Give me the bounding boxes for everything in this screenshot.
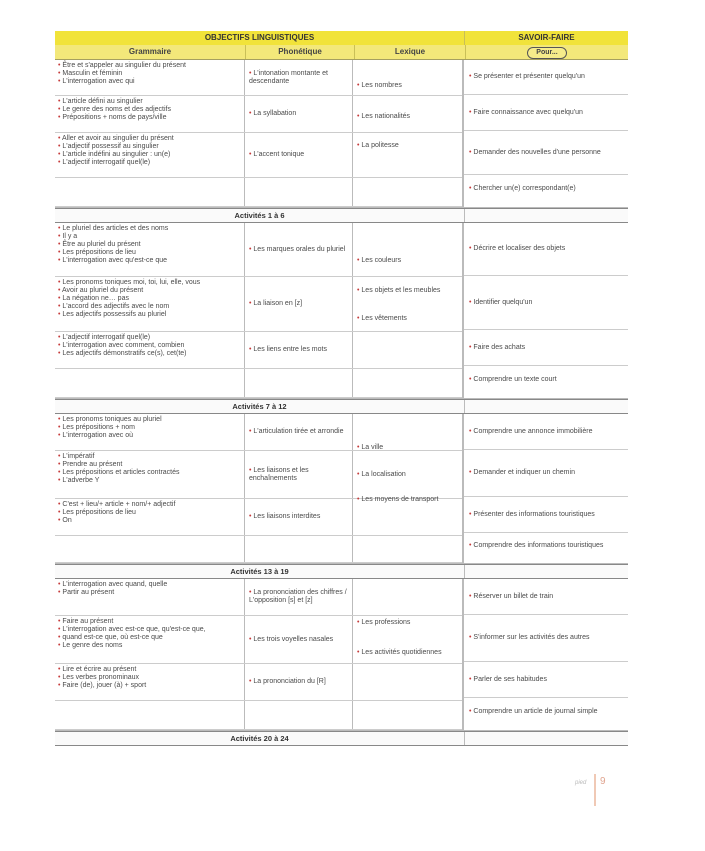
phonetique-item: • La syllabation xyxy=(249,110,296,118)
savoir-faire-column xyxy=(463,60,628,207)
lexique-item: • La politesse xyxy=(357,142,460,150)
savoir-faire-cell xyxy=(464,414,628,450)
grammaire-item: • Lire et écrire au présent xyxy=(58,666,241,674)
phonetique-cell xyxy=(245,616,353,663)
lexique-item: • Les vêtements xyxy=(357,315,460,323)
grammaire-item: • La négation ne… pas xyxy=(58,295,241,303)
phonetique-item: • L'articulation tirée et arrondie xyxy=(249,428,343,436)
grammaire-cell xyxy=(55,579,245,615)
savoir-faire-header: SAVOIR-FAIRE xyxy=(465,31,628,45)
phonetique-cell xyxy=(245,60,353,95)
grammaire-item: • L'adjectif interrogatif quel(le) xyxy=(58,334,241,342)
savoir-faire-item: • Comprendre un texte court xyxy=(469,376,557,384)
grammaire-item: • Partir au présent xyxy=(58,589,241,597)
phonetique-item: • La prononciation du [R] xyxy=(249,678,326,686)
lexique-cell xyxy=(353,414,463,563)
grammaire-cell xyxy=(55,332,245,368)
savoir-faire-cell xyxy=(464,579,628,615)
grammaire-cell xyxy=(55,96,245,132)
lexique-cell xyxy=(353,579,463,730)
phonetique-cell xyxy=(245,369,353,397)
grammaire-cell xyxy=(55,223,245,276)
grammaire-item: • Le pluriel des articles et des noms xyxy=(58,225,241,233)
savoir-faire-cell xyxy=(464,330,628,366)
grammaire-item: • L'adjectif possessif au singulier xyxy=(58,143,241,151)
phonetique-cell xyxy=(245,664,353,700)
activites-label: Activités 7 à 12 xyxy=(55,400,465,413)
savoir-faire-item: • Présenter des informations touristiques xyxy=(469,511,595,519)
grammaire-cell xyxy=(55,499,245,535)
grammaire-item: • Les prépositions de lieu xyxy=(58,509,241,517)
grammaire-item: • Le genre des noms xyxy=(58,642,241,650)
phonetique-cell xyxy=(245,277,353,331)
savoir-faire-item: • Demander et indiquer un chemin xyxy=(469,469,575,477)
phonetique-cell xyxy=(245,701,353,729)
grammaire-cell xyxy=(55,178,245,206)
header-row-columns xyxy=(55,45,628,60)
grammaire-item: • C'est + lieu/+ article + nom/+ adjectif xyxy=(58,501,241,509)
savoir-faire-cell xyxy=(464,497,628,533)
grammaire-item: • Il y a xyxy=(58,233,241,241)
phonetique-item: • L'accent tonique xyxy=(249,151,304,159)
savoir-faire-cell xyxy=(464,662,628,698)
savoir-faire-item: • Comprendre des informations touristiques xyxy=(469,542,603,550)
phonetique-cell xyxy=(245,178,353,206)
grammaire-item: • L'interrogation avec qu'est-ce que xyxy=(58,257,241,265)
unit-block xyxy=(55,579,628,731)
pour-pill: Pour... xyxy=(527,47,566,59)
unit-block xyxy=(55,223,628,399)
grammaire-item: • L'interrogation avec où xyxy=(58,432,241,440)
phonetique-item: • Les liaisons et les enchaînements xyxy=(249,467,348,483)
savoir-faire-cell xyxy=(464,450,628,497)
objectifs-column xyxy=(55,579,463,730)
savoir-faire-item: • Se présenter et présenter quelqu'un xyxy=(469,73,585,81)
grammaire-item: • L'accord des adjectifs avec le nom xyxy=(58,303,241,311)
lexique-item: • Les professions xyxy=(357,619,460,627)
grammaire-item: • Aller et avoir au singulier du présent xyxy=(58,135,241,143)
grammaire-item: • L'article défini au singulier xyxy=(58,98,241,106)
grammaire-cell xyxy=(55,414,245,450)
grammaire-item: • L'impératif xyxy=(58,453,241,461)
grammaire-item: • Les adjectifs possessifs au pluriel xyxy=(58,311,241,319)
activites-spacer xyxy=(465,732,628,745)
phonetique-item: • Les marques orales du pluriel xyxy=(249,246,345,254)
grammaire-item: • L'interrogation avec comment, combien xyxy=(58,342,241,350)
objectifs-column xyxy=(55,223,463,398)
activites-row xyxy=(55,731,628,746)
grammaire-item: • Être au pluriel du présent xyxy=(58,241,241,249)
phonetique-item: • Les liens entre les mots xyxy=(249,346,327,354)
unit-block xyxy=(55,414,628,564)
savoir-faire-item: • Décrire et localiser des objets xyxy=(469,245,565,253)
header-row-top xyxy=(55,31,628,45)
savoir-faire-cell xyxy=(464,95,628,131)
phonetique-cell xyxy=(245,451,353,498)
phonetique-cell xyxy=(245,223,353,276)
savoir-faire-cell xyxy=(464,276,628,330)
grammaire-cell xyxy=(55,616,245,663)
grammaire-item: • Masculin et féminin xyxy=(58,70,241,78)
lexique-item: • La localisation xyxy=(357,471,460,479)
phonetique-cell xyxy=(245,332,353,368)
activites-row xyxy=(55,399,628,414)
savoir-faire-cell xyxy=(464,60,628,95)
grammaire-item: • Les prépositions et articles contractés xyxy=(58,469,241,477)
phonetique-cell xyxy=(245,414,353,450)
savoir-faire-item: • Chercher un(e) correspondant(e) xyxy=(469,185,576,193)
activites-label: Activités 1 à 6 xyxy=(55,209,465,222)
savoir-faire-column xyxy=(463,414,628,563)
lexique-header: Lexique xyxy=(355,45,466,59)
lexique-item: • Les moyens de transport xyxy=(357,496,460,504)
lexique-item: • La ville xyxy=(357,444,460,452)
content-table xyxy=(55,31,628,746)
activites-spacer xyxy=(465,400,628,413)
savoir-faire-item: • Parler de ses habitudes xyxy=(469,676,547,684)
grammaire-cell xyxy=(55,451,245,498)
activites-spacer xyxy=(465,209,628,222)
lexique-item: • Les couleurs xyxy=(357,257,460,265)
savoir-faire-item: • Comprendre une annonce immobilière xyxy=(469,428,592,436)
lexique-item: • Les nombres xyxy=(357,82,460,90)
pour-header xyxy=(466,45,628,59)
grammaire-cell xyxy=(55,133,245,177)
grammaire-cell xyxy=(55,369,245,397)
activites-spacer xyxy=(465,565,628,578)
lexique-item: • Les nationalités xyxy=(357,113,460,121)
activites-label: Activités 20 à 24 xyxy=(55,732,465,745)
grammaire-item: • L'adjectif interrogatif quel(le) xyxy=(58,159,241,167)
unit-block xyxy=(55,60,628,208)
grammaire-item: • quand est-ce que, où est-ce que xyxy=(58,634,241,642)
savoir-faire-cell xyxy=(464,366,628,394)
activites-row xyxy=(55,564,628,579)
grammaire-item: • Être et s'appeler au singulier du présent xyxy=(58,62,241,70)
phonetique-cell xyxy=(245,579,353,615)
savoir-faire-item: • Réserver un billet de train xyxy=(469,593,553,601)
phonetique-item: • La prononciation des chiffres / L'opposition [s] et [z] xyxy=(249,589,348,605)
grammaire-item: • Les pronoms toniques moi, toi, lui, elle, vous xyxy=(58,279,241,287)
grammaire-item: • L'interrogation avec est-ce que, qu'est-ce que, xyxy=(58,626,241,634)
phonetique-header: Phonétique xyxy=(246,45,355,59)
grammaire-item: • Les pronoms toniques au pluriel xyxy=(58,416,241,424)
grammaire-item: • Prendre au présent xyxy=(58,461,241,469)
savoir-faire-cell xyxy=(464,175,628,203)
grammaire-item: • L'interrogation avec qui xyxy=(58,78,241,86)
blocks-container xyxy=(55,60,628,746)
grammaire-header: Grammaire xyxy=(55,45,246,59)
lexique-item: • Les objets et les meubles xyxy=(357,287,460,295)
grammaire-item: • Les adjectifs démonstratifs ce(s), cet(te) xyxy=(58,350,241,358)
objectifs-header: OBJECTIFS LINGUISTIQUES xyxy=(55,31,465,45)
phonetique-item: • La liaison en [z] xyxy=(249,300,302,308)
grammaire-item: • Les prépositions de lieu xyxy=(58,249,241,257)
grammaire-item: • Les verbes pronominaux xyxy=(58,674,241,682)
grammaire-item: • Faire (de), jouer (à) + sport xyxy=(58,682,241,690)
grammaire-item: • Avoir au pluriel du présent xyxy=(58,287,241,295)
grammaire-item: • On xyxy=(58,517,241,525)
savoir-faire-cell xyxy=(464,698,628,726)
phonetique-cell xyxy=(245,499,353,535)
footer-divider xyxy=(594,774,596,806)
lexique-item: • Les activités quotidiennes xyxy=(357,649,460,657)
grammaire-item: • L'adverbe Y xyxy=(58,477,241,485)
grammaire-item: • Le genre des noms et des adjectifs xyxy=(58,106,241,114)
savoir-faire-item: • Comprendre un article de journal simple xyxy=(469,708,598,716)
objectifs-column xyxy=(55,60,463,207)
savoir-faire-cell xyxy=(464,615,628,662)
lexique-cell xyxy=(353,60,463,207)
phonetique-item: • Les trois voyelles nasales xyxy=(249,636,333,644)
savoir-faire-cell xyxy=(464,223,628,276)
phonetique-cell xyxy=(245,536,353,562)
savoir-faire-column xyxy=(463,223,628,398)
grammaire-item: • L'interrogation avec quand, quelle xyxy=(58,581,241,589)
grammaire-item: • Prépositions + noms de pays/ville xyxy=(58,114,241,122)
phonetique-cell xyxy=(245,133,353,177)
savoir-faire-cell xyxy=(464,131,628,175)
grammaire-item: • L'article indéfini au singulier : un(e) xyxy=(58,151,241,159)
phonetique-item: • Les liaisons interdites xyxy=(249,513,320,521)
savoir-faire-cell xyxy=(464,533,628,559)
footer-label: pied xyxy=(575,780,587,786)
savoir-faire-column xyxy=(463,579,628,730)
savoir-faire-item: • Faire connaissance avec quelqu'un xyxy=(469,109,583,117)
phonetique-cell xyxy=(245,96,353,132)
savoir-faire-item: • Identifier quelqu'un xyxy=(469,299,532,307)
phonetique-item: • L'intonation montante et descendante xyxy=(249,70,348,86)
savoir-faire-item: • Faire des achats xyxy=(469,344,525,352)
lexique-cell xyxy=(353,223,463,398)
savoir-faire-item: • S'informer sur les activités des autres xyxy=(469,634,590,642)
grammaire-cell xyxy=(55,701,245,729)
grammaire-cell xyxy=(55,60,245,95)
grammaire-cell xyxy=(55,277,245,331)
grammaire-cell xyxy=(55,664,245,700)
savoir-faire-item: • Demander des nouvelles d'une personne xyxy=(469,149,601,157)
grammaire-cell xyxy=(55,536,245,562)
grammaire-item: • Les prépositions + nom xyxy=(58,424,241,432)
objectifs-column xyxy=(55,414,463,563)
page-number: 9 xyxy=(600,776,606,787)
grammaire-item: • Faire au présent xyxy=(58,618,241,626)
activites-row xyxy=(55,208,628,223)
activites-label: Activités 13 à 19 xyxy=(55,565,465,578)
